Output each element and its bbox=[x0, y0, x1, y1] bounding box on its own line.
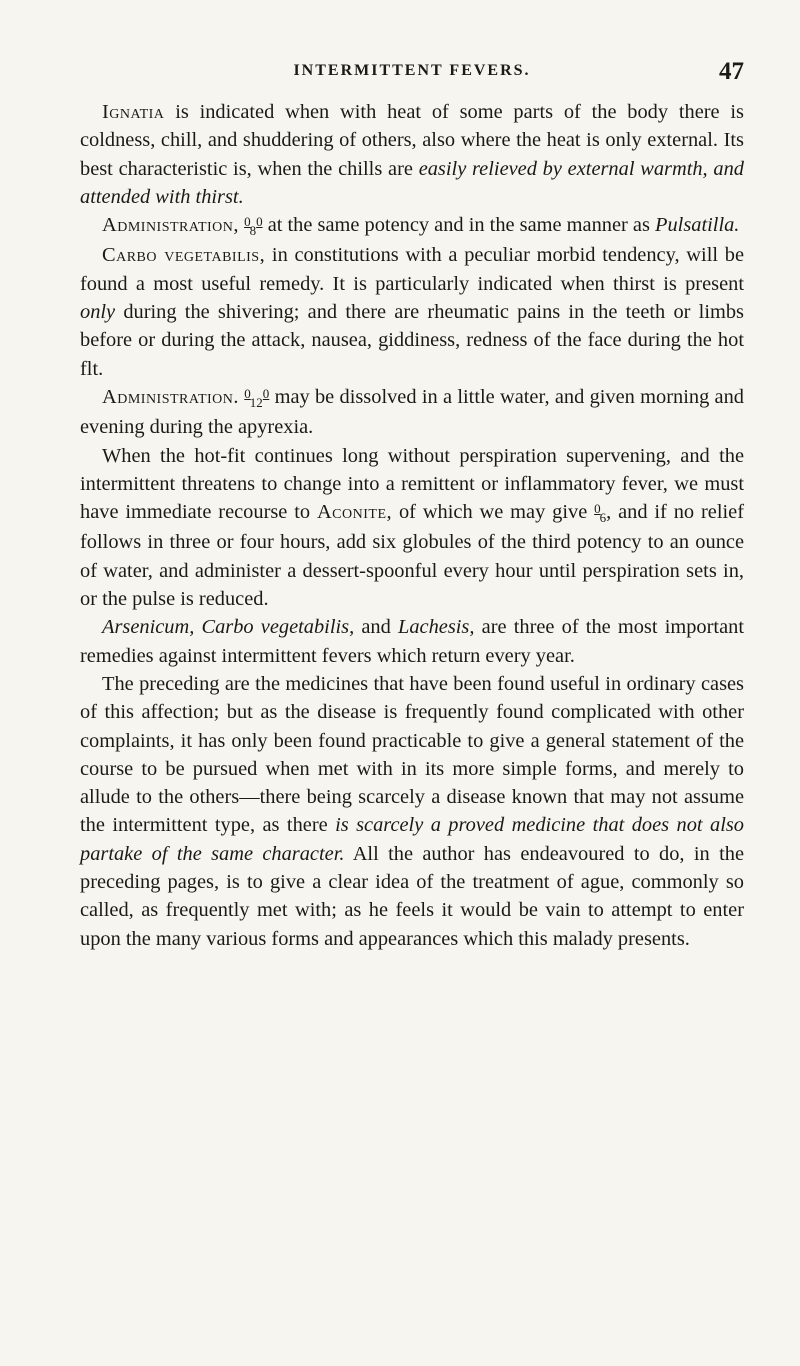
dose-fraction bbox=[594, 501, 607, 526]
dose-numerator-2: 0 bbox=[256, 214, 263, 230]
paragraph-text: is indicated when with heat of some parts of the body there is coldness, chill, and shuddering of others, also where the heat is only external. Its best characteristic is, when the chills are bbox=[80, 101, 744, 180]
paragraph-text-2: All the author has endeavoured to do, in the preceding pages, is to give a clear idea of the treatment of ague, commonly so called, as frequently met with; as he feels it would be vain to attempt to enter upon the many various forms and appearances which this malady presents. bbox=[80, 842, 744, 950]
paragraph-text-2: during the shivering; and there are rheumatic pains in the teeth or limbs before or during the attack, nausea, giddiness, redness of the face during the hot flt. bbox=[80, 301, 744, 380]
paragraph-ignatia bbox=[80, 98, 744, 211]
paragraph-text-2: are three of the most important remedies against intermittent fevers which return every year. bbox=[80, 616, 744, 667]
paragraph-text-2: of which we may give bbox=[392, 501, 595, 524]
paragraph-administration-2 bbox=[80, 383, 744, 442]
paragraph-conclusion bbox=[80, 670, 744, 953]
paragraph-text: in constitutions with a peculiar morbid tendency, will be found a most useful remedy. It is particularly indicated when thirst is present bbox=[80, 244, 744, 295]
paragraph-carbo-vegetabilis bbox=[80, 241, 744, 382]
paragraph-text: at the same potency and in the same manner as bbox=[262, 214, 655, 237]
paragraph-italic: easily relieved by external warmth, and attended with thirst. bbox=[80, 157, 745, 208]
paragraph-aconite bbox=[80, 442, 744, 614]
paragraph-italic: is scarcely a proved medicine that does not also partake of the same character. bbox=[80, 814, 744, 865]
dose-denominator: 8 bbox=[249, 223, 257, 239]
dose-denominator: 12 bbox=[249, 394, 263, 410]
paragraph-annual-remedies bbox=[80, 613, 744, 670]
paragraph-text: may be dissolved in a little water, and given morning and evening during the apyrexia. bbox=[80, 385, 744, 439]
paragraph-italic: Arsenicum, Carbo vegetabilis, bbox=[102, 616, 355, 639]
paragraph-administration-1 bbox=[80, 211, 744, 241]
paragraph-italic: only bbox=[80, 301, 116, 324]
paragraph-text-3: , and if no relief follows in three or four hours, add six globules of the third potency to an ounce of water, and administer a dessert-spoonful every hour until perspiration sets in, or the pulse is reduced. bbox=[80, 501, 744, 611]
paragraph-text: and bbox=[354, 616, 398, 639]
remedy-name: Carbo vegetabilis, bbox=[102, 244, 266, 267]
body-text bbox=[80, 98, 744, 953]
paragraph-text: The preceding are the medicines that have been found useful in ordinary cases of this affection; but as the disease is frequently found complicated with other complaints, it has only been found practicable to give a general statement of the course to be pursued when met with in its more simple forms, and merely to allude to the others—there being scarcely a disease known that may not assume the intermittent type, as there bbox=[80, 672, 744, 837]
dose-denominator: 6 bbox=[599, 510, 607, 526]
dose-fraction bbox=[244, 385, 270, 410]
remedy-name: Ignatia bbox=[102, 101, 165, 123]
administration-label: Administration, bbox=[102, 214, 239, 237]
dose-numerator: 0 bbox=[244, 385, 251, 401]
page-number: 47 bbox=[719, 58, 744, 85]
dose-fraction bbox=[244, 214, 263, 239]
running-title: INTERMITTENT FEVERS. bbox=[293, 62, 531, 79]
administration-label: Administration. bbox=[102, 385, 239, 408]
dose-numerator: 0 bbox=[594, 501, 601, 517]
dose-numerator-2: 0 bbox=[262, 385, 270, 401]
remedy-name: Aconite, bbox=[316, 501, 393, 524]
paragraph-text: When the hot-fit continues long without perspiration supervening, and the intermittent threatens to change into a remittent or inflammatory fever, we must have immediate recourse to bbox=[80, 444, 744, 524]
dose-numerator: 0 bbox=[244, 214, 251, 230]
paragraph-italic: Pulsatilla. bbox=[655, 214, 740, 237]
running-head bbox=[80, 58, 744, 98]
paragraph-italic-2: Lachesis, bbox=[398, 616, 475, 639]
